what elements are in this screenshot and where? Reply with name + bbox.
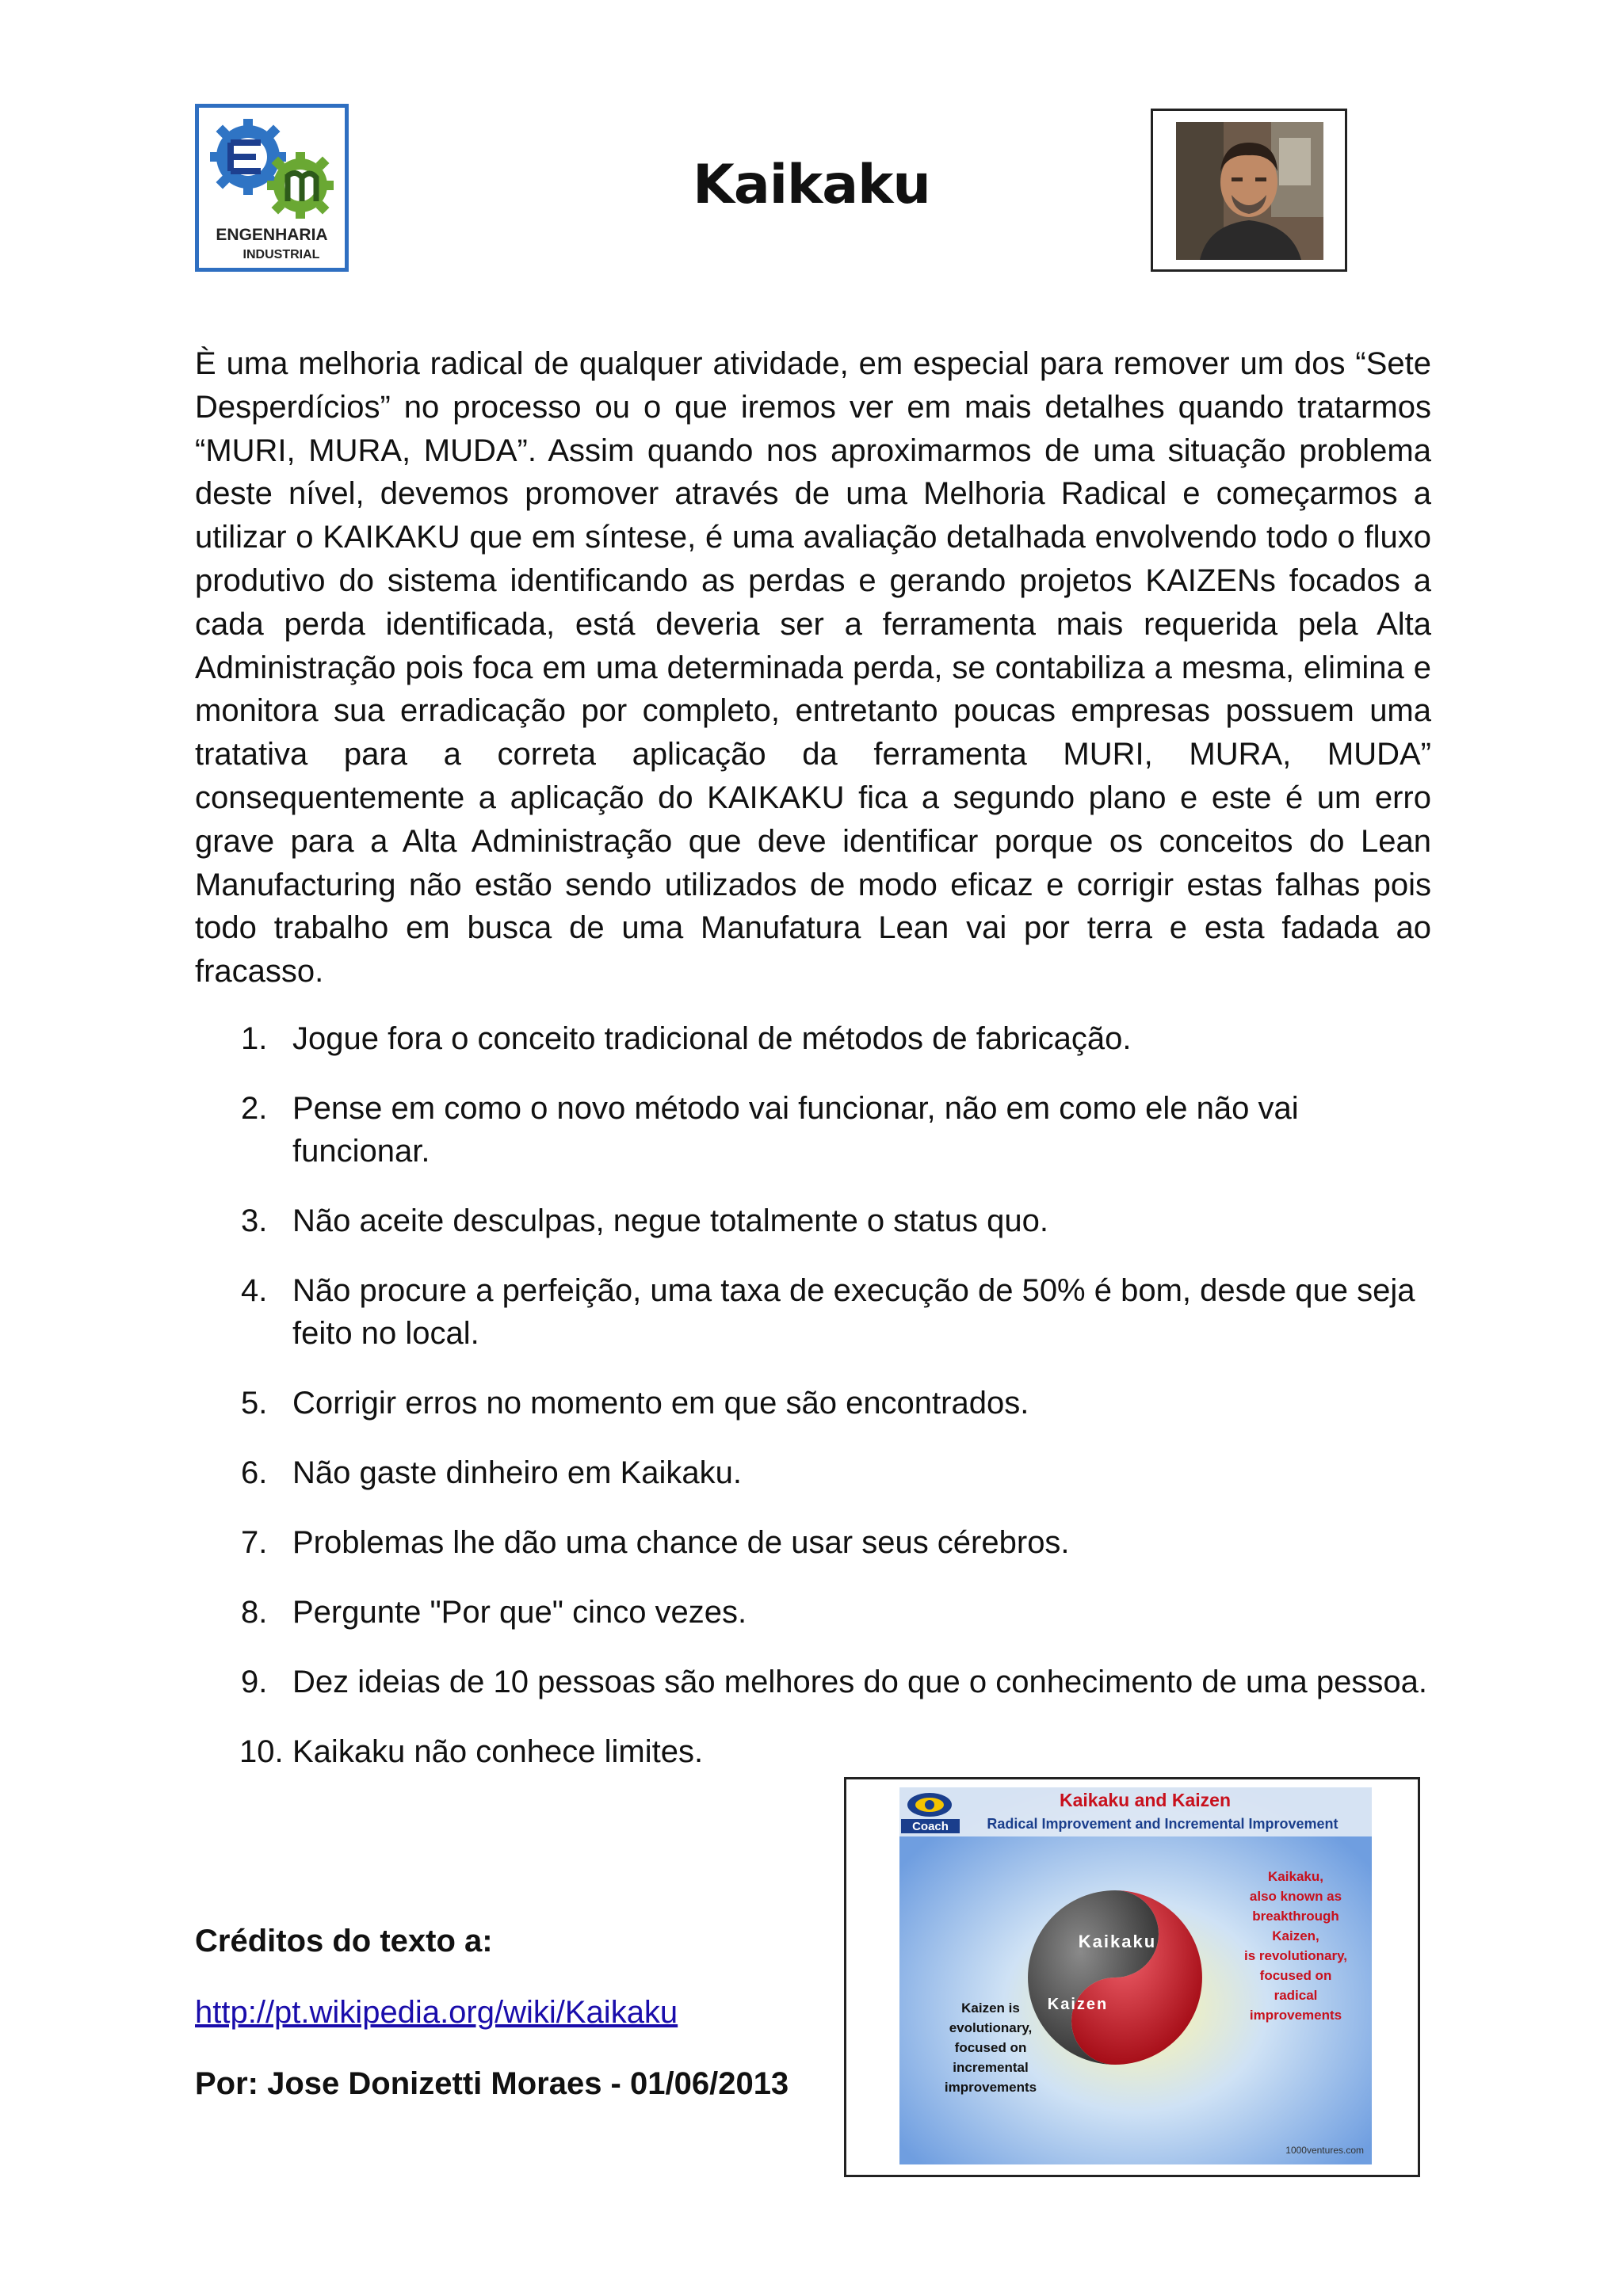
list-item-text: Não procure a perfeição, uma taxa de execução de 50% é bom, desde que seja feito no local. bbox=[292, 1273, 1415, 1351]
list-item bbox=[195, 1451, 1431, 1494]
list-item bbox=[195, 1661, 1431, 1703]
page-title: Kaikaku bbox=[693, 154, 930, 216]
list-item-number: 1. bbox=[241, 1021, 268, 1056]
list-item bbox=[195, 1382, 1431, 1425]
list-item-text: Não gaste dinheiro em Kaikaku. bbox=[292, 1455, 742, 1490]
figure-source: 1000ventures.com bbox=[1285, 2145, 1364, 2156]
svg-text:breakthrough: breakthrough bbox=[1252, 1909, 1339, 1924]
list-item-text: Kaikaku não conhece limites. bbox=[292, 1734, 704, 1769]
list-item bbox=[195, 1730, 1431, 1773]
svg-text:Kaizen is: Kaizen is bbox=[961, 2000, 1020, 2016]
logo-text-industrial: INDUSTRIAL bbox=[242, 248, 320, 261]
list-item bbox=[195, 1017, 1431, 1060]
list-item-text: Problemas lhe dão uma chance de usar seus cérebros. bbox=[292, 1525, 1070, 1560]
list-item bbox=[195, 1591, 1431, 1634]
svg-text:focused on: focused on bbox=[1259, 1968, 1332, 1983]
svg-text:Kaikaku,: Kaikaku, bbox=[1268, 1869, 1323, 1884]
list-item-text: Corrigir erros no momento em que são encontrados. bbox=[292, 1386, 1029, 1421]
list-item-text: Dez ideias de 10 pessoas são melhores do que o conhecimento de uma pessoa. bbox=[292, 1665, 1428, 1699]
list-item-number: 3. bbox=[241, 1203, 268, 1238]
kaikaku-label: Kaikaku bbox=[1078, 1932, 1157, 1951]
list-item-text: Pergunte "Por que" cinco vezes. bbox=[292, 1595, 747, 1630]
svg-text:also known as: also known as bbox=[1249, 1889, 1342, 1904]
list-item-number: 9. bbox=[241, 1665, 268, 1699]
credits-label: Créditos do texto a: bbox=[195, 1924, 493, 1958]
svg-text:evolutionary,: evolutionary, bbox=[949, 2020, 1033, 2035]
list-item bbox=[195, 1521, 1431, 1564]
list-item bbox=[195, 1087, 1431, 1173]
yin-yang-diagram bbox=[1028, 1890, 1202, 2065]
list-item-number: 8. bbox=[241, 1595, 268, 1630]
list-item-text: Não aceite desculpas, negue totalmente o status quo. bbox=[292, 1203, 1048, 1238]
list-item bbox=[195, 1199, 1431, 1242]
list-item-number: 4. bbox=[241, 1273, 268, 1308]
author-line: Por: Jose Donizetti Moraes - 01/06/2013 bbox=[195, 2066, 789, 2101]
kaikaku-kaizen-figure bbox=[844, 1777, 1420, 2177]
kaizen-label: Kaizen bbox=[1047, 1996, 1109, 2013]
svg-text:improvements: improvements bbox=[944, 2080, 1037, 2095]
coach-label: Coach bbox=[912, 1820, 949, 1833]
svg-text:improvements: improvements bbox=[1249, 2008, 1342, 2023]
figure-title: Kaikaku and Kaizen bbox=[1059, 1790, 1232, 1810]
list-item-number: 10. bbox=[239, 1734, 284, 1769]
list-item bbox=[195, 1269, 1431, 1355]
author-photo bbox=[1151, 109, 1347, 272]
figure-subtitle: Radical Improvement and Incremental Improvement bbox=[987, 1816, 1338, 1832]
svg-text:radical: radical bbox=[1274, 1988, 1318, 2003]
logo-text-engenharia: ENGENHARIA bbox=[216, 226, 328, 244]
svg-text:Kaizen,: Kaizen, bbox=[1272, 1928, 1319, 1943]
intro-paragraph: È uma melhoria radical de qualquer atividade, em especial para remover um dos “Sete Desperdícios” no processo ou o que iremos ver em mais detalhes quando tratarmos “MURI, MURA, MUDA”. Assim quando nos aproximarmos de uma situação problema deste nível, devemos promover através de uma Melhoria Radical e começarmos a utilizar o KAIKAKU que em síntese, é uma avaliação detalhada envolvendo todo o fluxo produtivo do sistema identificando as perdas e gerando projetos KAIZENs focados a cada perda identificada, está deveria ser a ferramenta mais requerida pela Alta Administração pois foca em uma determinada perda, se contabiliza a mesma, elimina e monitora sua erradicação por completo, entretanto poucas empresas possuem uma tratativa para a correta aplicação da ferramenta MURI, MURA, MUDA” consequentemente a aplicação do KAIKAKU fica a segundo plano e este é um erro grave para a Alta Administração que deve identificar porque os conceitos do Lean Manufacturing não estão sendo utilizados de modo eficaz e corrigir estas falhas pois todo trabalho em busca de uma Manufatura Lean vai por terra e esta fadada ao fracasso. bbox=[195, 346, 1431, 990]
list-item-text: Jogue fora o conceito tradicional de métodos de fabricação. bbox=[292, 1021, 1132, 1056]
list-item-text: Pense em como o novo método vai funcionar, não em como ele não vai funcionar. bbox=[292, 1091, 1299, 1169]
svg-text:focused on: focused on bbox=[954, 2040, 1027, 2055]
svg-text:is revolutionary,: is revolutionary, bbox=[1243, 1948, 1348, 1963]
svg-text:incremental: incremental bbox=[953, 2060, 1029, 2075]
source-link[interactable]: http://pt.wikipedia.org/wiki/Kaikaku bbox=[195, 1995, 678, 2030]
list-item-number: 7. bbox=[241, 1525, 268, 1560]
list-item-number: 5. bbox=[241, 1386, 268, 1421]
principles-list bbox=[195, 1017, 1431, 1800]
list-item-number: 6. bbox=[241, 1455, 268, 1490]
list-item-number: 2. bbox=[241, 1091, 268, 1126]
